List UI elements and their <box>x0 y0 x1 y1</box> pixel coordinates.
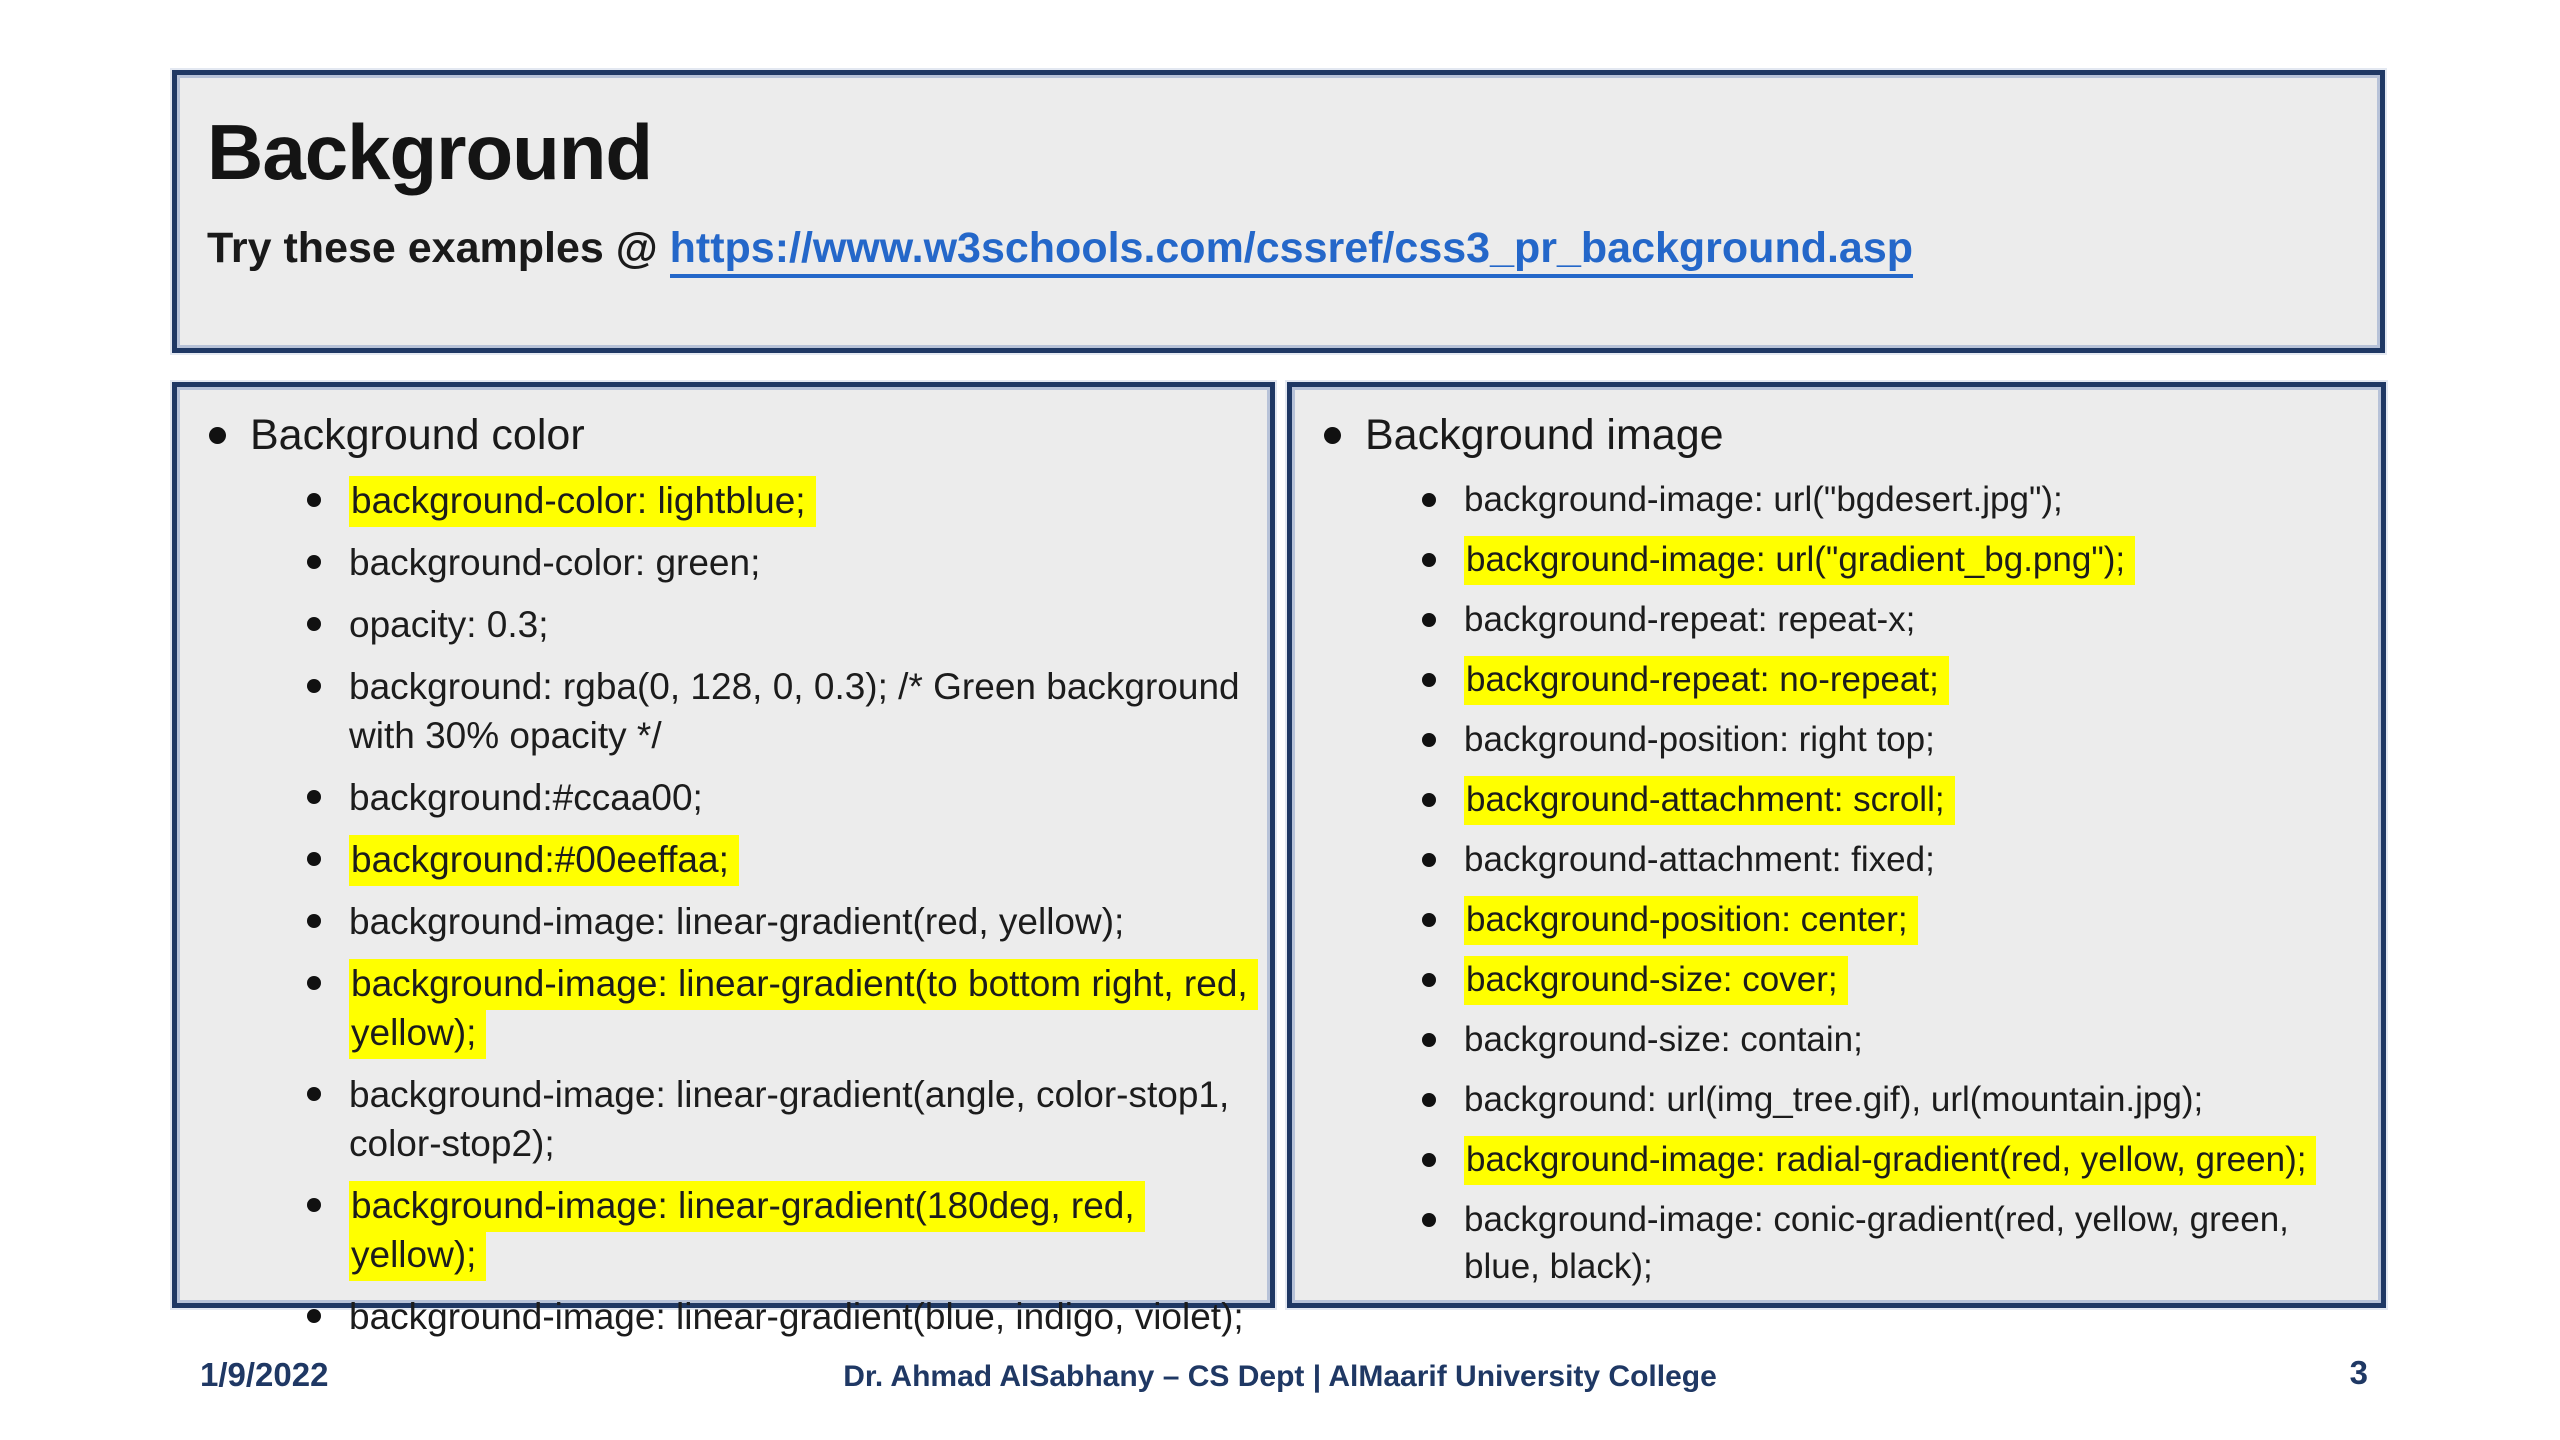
bullet-icon <box>307 914 321 928</box>
list-item <box>1292 896 2373 943</box>
list-item <box>177 959 1262 1057</box>
list-item <box>1292 1076 2373 1123</box>
bullet-icon <box>307 1309 321 1323</box>
bullet-icon <box>1422 1033 1436 1047</box>
bullet-icon <box>1422 973 1436 987</box>
bullet-icon <box>1422 1093 1436 1107</box>
list-item-text: background-position: right top; <box>1464 720 1935 759</box>
list-item <box>177 773 1262 822</box>
list-item-text: background: url(img_tree.gif), url(mountain.jpg); <box>1464 1080 2204 1119</box>
w3schools-link[interactable]: https://www.w3schools.com/cssref/css3_pr_background.asp <box>670 224 1913 278</box>
list-item-text: background-image: linear-gradient(angle, color-stop1, color-stop2); <box>349 1074 1230 1164</box>
list-item <box>177 538 1262 587</box>
title-box <box>172 70 2385 353</box>
list-item <box>1292 536 2373 583</box>
list-item-text: background-size: contain; <box>1464 1020 1863 1059</box>
bullet-icon <box>307 852 321 866</box>
list-item-text: background-image: linear-gradient(to bottom right, red, yellow); <box>349 959 1258 1059</box>
list-item-text: background:#00eeffaa; <box>349 835 739 886</box>
page-number: 3 <box>2349 1354 2368 1391</box>
bullet-icon <box>1422 1213 1436 1227</box>
bullet-icon <box>1422 553 1436 567</box>
bullet-icon <box>307 493 321 507</box>
bullet-icon <box>1422 613 1436 627</box>
list-item-text: opacity: 0.3; <box>349 604 549 645</box>
footer-credit: Dr. Ahmad AlSabhany – CS Dept | AlMaarif University College <box>843 1360 1717 1393</box>
list-item-text: background-repeat: repeat-x; <box>1464 600 1916 639</box>
panel-heading <box>177 411 1262 460</box>
list-item <box>177 897 1262 946</box>
bullet-icon <box>307 679 321 693</box>
background-image-list <box>1292 476 2373 1290</box>
list-item-text: background:#ccaa00; <box>349 777 703 818</box>
page-title: Background <box>207 108 653 196</box>
panel-heading-label: Background color <box>250 411 585 459</box>
bullet-icon <box>1422 793 1436 807</box>
list-item-text: background-image: radial-gradient(red, yellow, green); <box>1464 1136 2316 1185</box>
list-item-text: background-image: linear-gradient(180deg, red, yellow); <box>349 1181 1145 1281</box>
list-item <box>1292 1136 2373 1183</box>
bullet-icon <box>307 555 321 569</box>
list-item-text: background-color: green; <box>349 542 761 583</box>
list-item-text: background-image: linear-gradient(blue, indigo, violet); <box>349 1296 1244 1337</box>
panel-heading <box>1292 411 2373 460</box>
list-item <box>1292 836 2373 883</box>
background-image-panel <box>1287 382 2386 1308</box>
bullet-icon <box>307 790 321 804</box>
bullet-icon <box>1422 493 1436 507</box>
list-item <box>1292 596 2373 643</box>
list-item-text: background: rgba(0, 128, 0, 0.3); /* Green background with 30% opacity */ <box>349 666 1240 756</box>
subtitle <box>207 224 2350 273</box>
bullet-icon <box>1422 853 1436 867</box>
background-color-list <box>177 476 1262 1341</box>
list-item <box>1292 716 2373 763</box>
list-item-text: background-image: conic-gradient(red, yellow, green, blue, black); <box>1464 1200 2289 1286</box>
bullet-icon <box>307 1087 321 1101</box>
list-item <box>177 1181 1262 1279</box>
list-item <box>177 1070 1262 1168</box>
list-item <box>1292 956 2373 1003</box>
list-item-text: background-color: lightblue; <box>349 476 816 527</box>
list-item-text: background-image: url("bgdesert.jpg"); <box>1464 480 2063 519</box>
list-item-text: background-position: center; <box>1464 896 1918 945</box>
bullet-icon <box>1422 1153 1436 1167</box>
list-item <box>177 476 1262 525</box>
list-item <box>1292 776 2373 823</box>
list-item-text: background-attachment: fixed; <box>1464 840 1935 879</box>
panel-heading-label: Background image <box>1365 411 1724 459</box>
list-item <box>177 1292 1262 1341</box>
list-item-text: background-image: url("gradient_bg.png"); <box>1464 536 2135 585</box>
subtitle-prefix: Try these examples @ <box>207 224 670 272</box>
list-item <box>1292 656 2373 703</box>
list-item-text: background-size: cover; <box>1464 956 1848 1005</box>
bullet-icon <box>1324 427 1341 444</box>
bullet-icon <box>1422 913 1436 927</box>
bullet-icon <box>1422 673 1436 687</box>
list-item-text: background-repeat: no-repeat; <box>1464 656 1949 705</box>
footer-date: 1/9/2022 <box>200 1356 329 1393</box>
list-item <box>177 600 1262 649</box>
bullet-icon <box>209 427 226 444</box>
list-item <box>1292 476 2373 523</box>
list-item-text: background-image: linear-gradient(red, yellow); <box>349 901 1125 942</box>
background-color-panel <box>172 382 1275 1337</box>
bullet-icon <box>307 976 321 990</box>
list-item-text: background-attachment: scroll; <box>1464 776 1955 825</box>
list-item <box>177 835 1262 884</box>
bullet-icon <box>307 617 321 631</box>
bullet-icon <box>307 1198 321 1212</box>
list-item <box>177 662 1262 760</box>
bullet-icon <box>1422 733 1436 747</box>
list-item <box>1292 1016 2373 1063</box>
list-item <box>1292 1196 2373 1290</box>
